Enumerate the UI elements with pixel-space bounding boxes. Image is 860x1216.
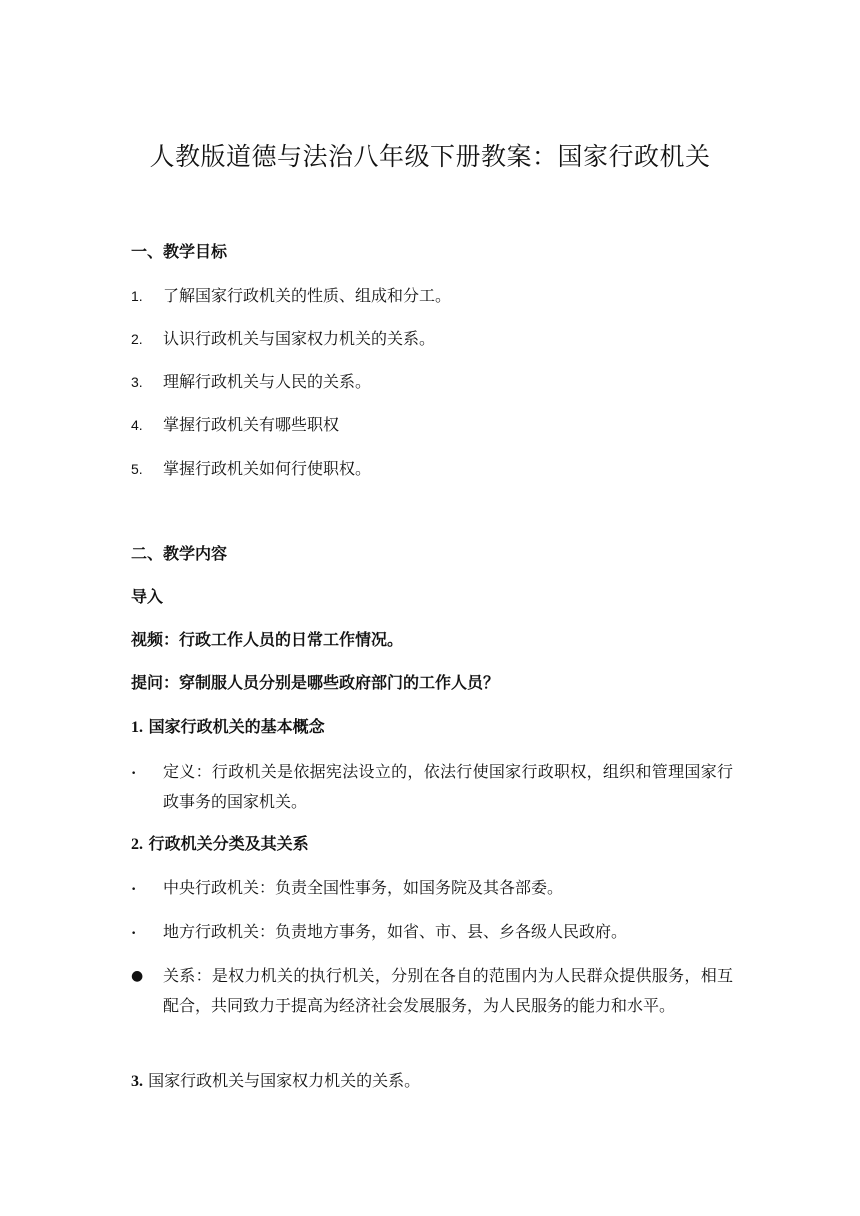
bullet-icon: ● <box>131 968 144 984</box>
bullet-icon: • <box>131 885 137 895</box>
section-heading-objectives: 一、教学目标 <box>131 242 228 261</box>
intro-label: 导入 <box>131 587 164 606</box>
subheading-number: 2. <box>131 836 143 853</box>
list-text: 认识行政机关与国家权力机关的关系。 <box>163 329 436 348</box>
list-text: 了解国家行政机关的性质、组成和分工。 <box>163 286 452 305</box>
subheading-classification <box>131 829 731 860</box>
bullet-text: 地方行政机关：负责地方事务，如省、市、县、乡各级人民政府。 <box>163 922 628 941</box>
subheading-number: 3. <box>131 1073 143 1090</box>
list-text: 掌握行政机关如何行使职权。 <box>163 459 372 478</box>
bullet-icon: • <box>131 929 137 939</box>
list-number: 1. <box>131 288 143 304</box>
subheading-text: 国家行政机关的基本概念 <box>148 717 325 736</box>
bullet-text: 定义：行政机关是依据宪法设立的，依法行使国家行政职权，组织和管理国家行政事务的国家机关。 <box>163 762 733 811</box>
subheading-text: 国家行政机关与国家权力机关的关系。 <box>148 1071 421 1090</box>
document-title: 人教版道德与法治八年级下册教案：国家行政机关 <box>149 142 711 171</box>
bullet-text: 关系：是权力机关的执行机关，分别在各自的范围内为人民群众提供服务，相互配合，共同致力于提高为经济社会发展服务，为人民服务的能力和水平。 <box>163 966 733 1015</box>
question-line: 提问：穿制服人员分别是哪些政府部门的工作人员？ <box>131 673 500 692</box>
list-number: 3. <box>131 374 143 390</box>
list-number: 2. <box>131 331 143 347</box>
list-text: 理解行政机关与人民的关系。 <box>163 372 372 391</box>
subheading-relationship <box>131 1066 731 1097</box>
list-number: 5. <box>131 461 143 477</box>
bullet-icon: • <box>131 769 137 779</box>
video-line: 视频：行政工作人员的日常工作情况。 <box>131 630 404 649</box>
bullet-item <box>131 917 733 947</box>
list-text: 掌握行政机关有哪些职权 <box>163 415 340 434</box>
list-number: 4. <box>131 417 143 433</box>
subheading-number: 1. <box>131 719 143 736</box>
bullet-item <box>131 961 733 1021</box>
bullet-text: 中央行政机关：负责全国性事务，如国务院及其各部委。 <box>163 878 564 897</box>
subheading-text: 行政机关分类及其关系 <box>148 834 309 853</box>
subheading-basic-concept <box>131 712 731 743</box>
section-heading-content: 二、教学内容 <box>131 544 228 563</box>
bullet-item <box>131 873 733 903</box>
bullet-item <box>131 757 733 817</box>
